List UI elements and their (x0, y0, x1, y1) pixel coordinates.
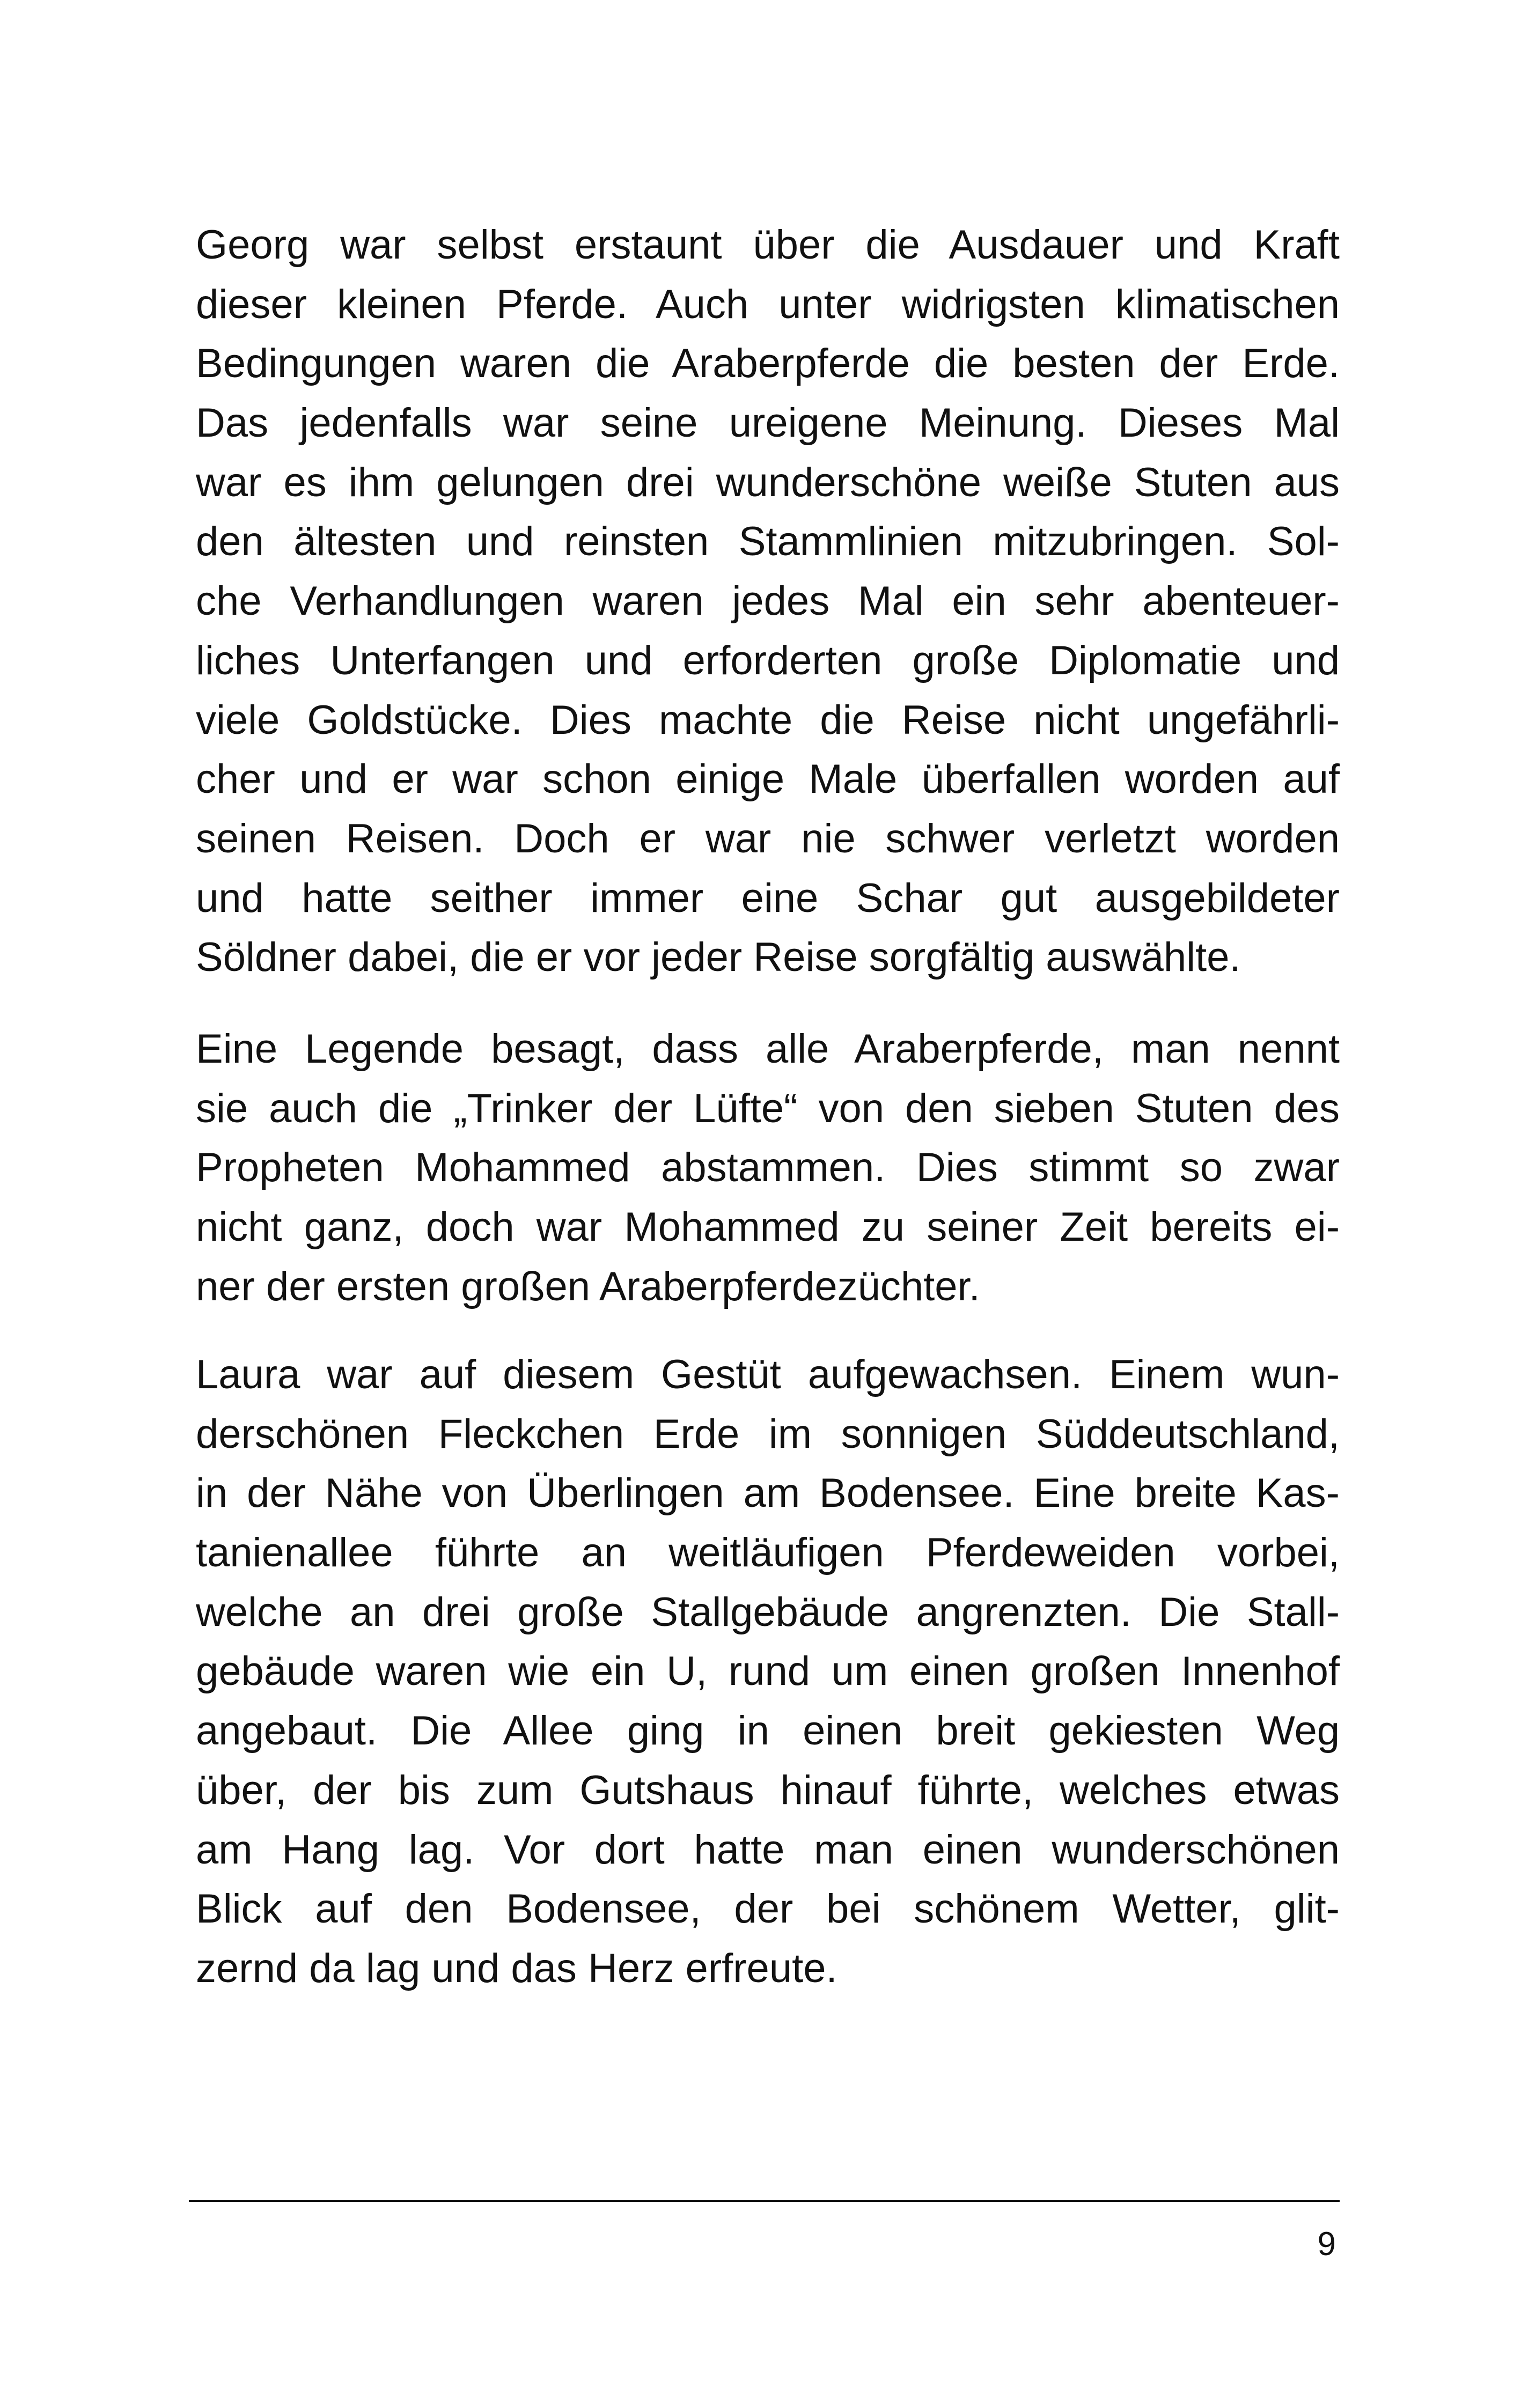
text-line: Propheten Mohammed abstammen. Dies stimmt so zwar (196, 1145, 1340, 1191)
text-line: Laura war auf diesem Gestüt aufgewachsen. Einem wun- (196, 1352, 1340, 1397)
text-line: zernd da lag und das Herz erfreute. (196, 1945, 837, 1991)
text-line: war es ihm gelungen drei wunderschöne weiße Stuten aus (196, 459, 1340, 505)
text-line: und hatte seither immer eine Schar gut ausgebildeter (196, 875, 1340, 921)
text-line: seinen Reisen. Doch er war nie schwer verletzt worden (196, 815, 1340, 861)
text-line: tanienallee führte an weitläufigen Pferdeweiden vorbei, (196, 1530, 1340, 1576)
text-line: dieser kleinen Pferde. Auch unter widrigsten klimatischen (196, 281, 1340, 327)
text-line: Söldner dabei, die er vor jeder Reise sorgfältig auswählte. (196, 934, 1241, 981)
text-line: che Verhandlungen waren jedes Mal ein sehr abenteuer- (196, 578, 1340, 624)
text-line: gebäude waren wie ein U, rund um einen großen Innenhof (196, 1648, 1340, 1695)
text-line: Blick auf den Bodensee, der bei schönem Wetter, glit- (196, 1886, 1340, 1932)
text-line: nicht ganz, doch war Mohammed zu seiner Zeit bereits ei- (196, 1204, 1340, 1250)
text-line: den ältesten und reinsten Stammlinien mitzubringen. Sol- (196, 519, 1340, 565)
text-line: liches Unterfangen und erforderten große Diplomatie und (196, 637, 1340, 683)
page-number: 9 (1317, 2226, 1336, 2263)
text-line: Eine Legende besagt, dass alle Araberpferde, man nennt (196, 1026, 1340, 1072)
text-line: sie auch die „Trinker der Lüfte“ von den sieben Stuten des (196, 1085, 1340, 1131)
paragraph-2 (196, 1020, 1340, 1316)
text-line: am Hang lag. Vor dort hatte man einen wunderschönen (196, 1827, 1340, 1873)
text-line: ner der ersten großen Araberpferdezüchter. (196, 1263, 980, 1309)
footer-rule (189, 2200, 1340, 2202)
text-line: Bedingungen waren die Araberpferde die besten der Erde. (196, 341, 1340, 387)
text-line: über, der bis zum Gutshaus hinauf führte, welches etwas (196, 1767, 1340, 1813)
text-line: Georg war selbst erstaunt über die Ausdauer und Kraft (196, 222, 1340, 268)
text-line: welche an drei große Stallgebäude angrenzten. Die Stall- (196, 1589, 1340, 1635)
paragraph-1 (196, 216, 1340, 988)
text-line: in der Nähe von Überlingen am Bodensee. Eine breite Kas- (196, 1470, 1340, 1516)
text-line: derschönen Fleckchen Erde im sonnigen Süddeutschland, (196, 1411, 1340, 1457)
text-line: viele Goldstücke. Dies machte die Reise nicht ungefährli- (196, 697, 1340, 743)
paragraph-3 (196, 1345, 1340, 1999)
text-line: cher und er war schon einige Male überfallen worden auf (196, 756, 1340, 802)
text-line: angebaut. Die Allee ging in einen breit gekiesten Weg (196, 1708, 1340, 1754)
text-line: Das jedenfalls war seine ureigene Meinung. Dieses Mal (196, 400, 1340, 446)
